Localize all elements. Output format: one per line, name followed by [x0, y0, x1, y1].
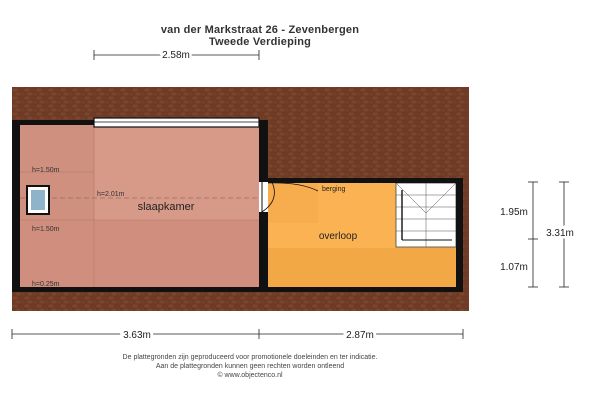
plan-address: van der Markstraat 26 - Zevenbergen — [160, 24, 360, 36]
roof-window — [94, 118, 259, 127]
disclaimer-line-1: De plattegronden zijn geproduceerd voor promotionele doeleinden en ter indicatie. — [122, 354, 378, 361]
dimension-top-label: 2.58m — [162, 50, 190, 61]
height-label: h=0.25m — [32, 281, 60, 288]
skylight-glass — [31, 190, 45, 210]
room-label-storage: berging — [322, 186, 346, 193]
dimension-bottom-right-label: 2.87m — [346, 330, 374, 341]
disclaimer-line-2: Aan de plattegronden kunnen geen rechten worden ontleend — [155, 363, 345, 370]
height-label: h=1.50m — [32, 226, 60, 233]
height-label: h=1.50m — [32, 167, 60, 174]
landing-sloped-zone — [268, 248, 456, 287]
dimension-right-upper-label: 1.95m — [500, 207, 528, 218]
room-label-bedroom: slaapkamer — [137, 201, 195, 213]
dimension-right-lower-label: 1.07m — [500, 262, 528, 273]
dimension-bottom-left-label: 3.63m — [123, 330, 151, 341]
storage-area — [268, 183, 318, 223]
height-label: h=2.01m — [97, 191, 125, 198]
staircase — [396, 183, 456, 247]
plan-floor-name: Tweede Verdieping — [208, 36, 312, 48]
room-label-landing: overloop — [318, 231, 358, 242]
dimension-right-total-label: 3.31m — [546, 228, 574, 239]
copyright-line: © www.objectenco.nl — [217, 372, 283, 379]
